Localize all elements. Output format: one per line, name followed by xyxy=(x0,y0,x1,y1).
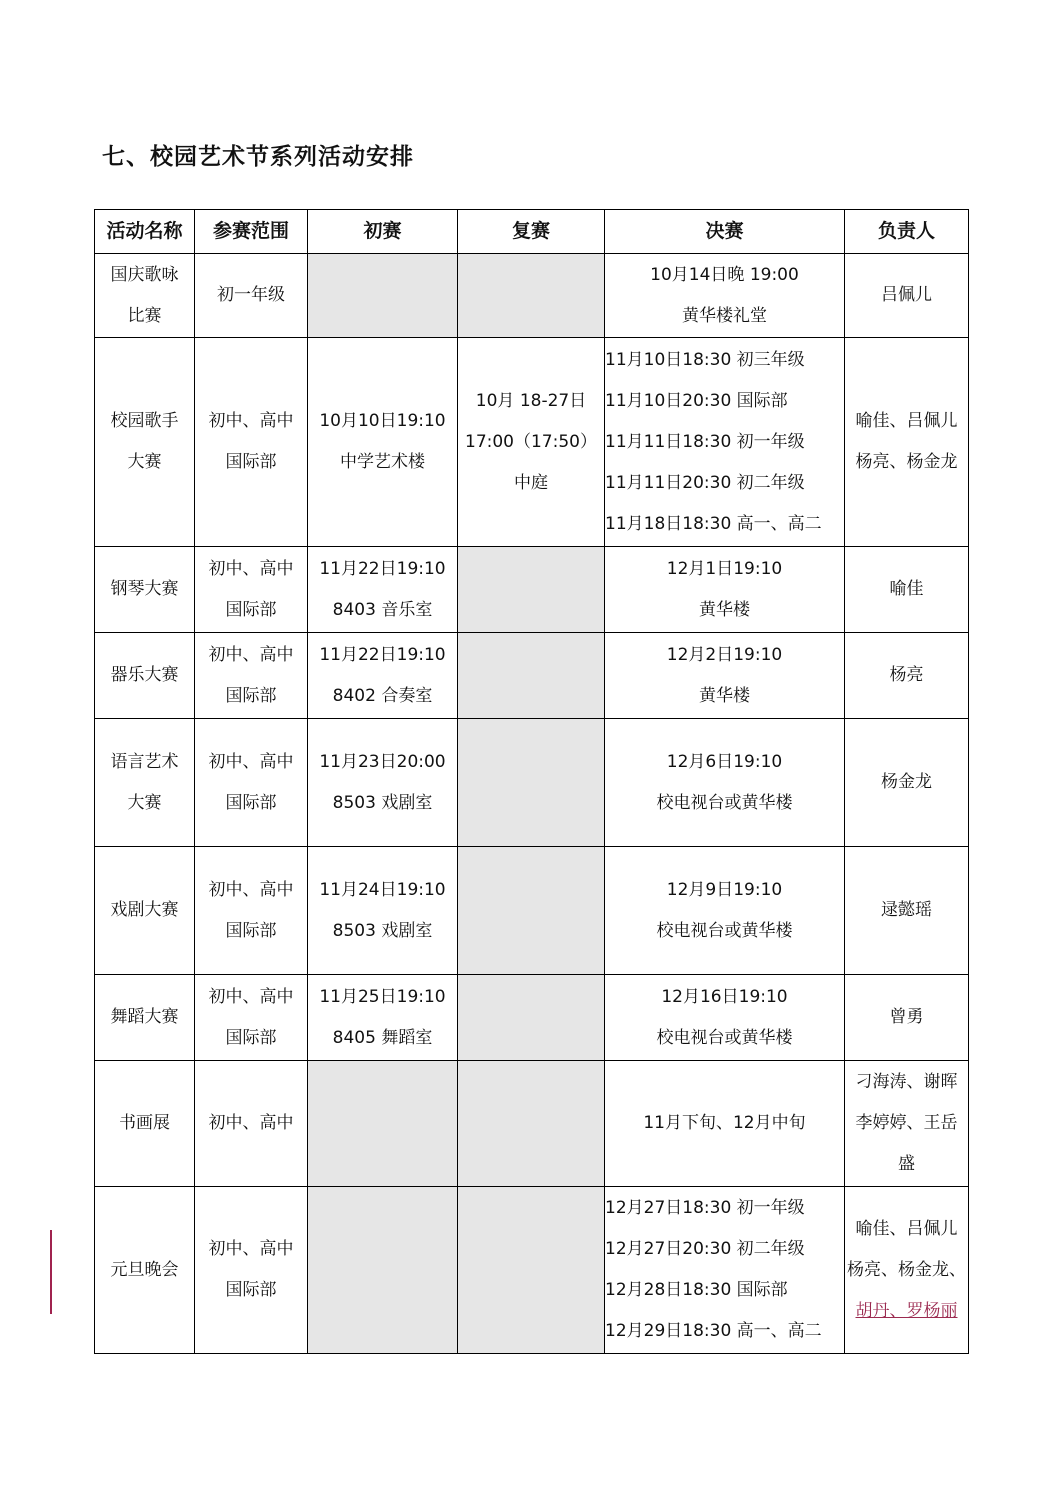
owner-cell xyxy=(845,633,969,719)
preliminary-cell xyxy=(308,1187,458,1354)
cell-text-line: 国际部 xyxy=(225,792,277,813)
cell-text-line: 12月1日19:10 xyxy=(666,558,783,579)
activity-name-cell xyxy=(95,633,195,719)
cell-text-line: 11月18日18:30 高一、高二 xyxy=(605,513,822,534)
cell-text-line: 舞蹈大赛 xyxy=(110,1007,179,1027)
table-row xyxy=(95,254,969,338)
cell-text-line: 书画展 xyxy=(119,1113,170,1133)
activity-name-cell xyxy=(95,338,195,547)
cell-text-line: 初一年级 xyxy=(217,285,285,305)
table-row xyxy=(95,719,969,847)
cell-text-line: 杨亮 xyxy=(889,665,924,685)
cell-text-line: 初中、高中 xyxy=(208,751,294,772)
cell-text-line: 语言艺术 xyxy=(110,751,179,772)
final-cell xyxy=(605,975,845,1061)
preliminary-cell xyxy=(308,719,458,847)
table-row xyxy=(95,975,969,1061)
cell-text-line: 中学艺术楼 xyxy=(340,452,425,472)
cell-text-line: 国际部 xyxy=(225,452,277,472)
section-heading: 七、校园艺术节系列活动安排 xyxy=(102,144,414,170)
cell-text-line: 黄华楼 xyxy=(699,685,750,706)
preliminary-cell xyxy=(308,847,458,975)
cell-text-line: 国际部 xyxy=(225,599,277,620)
cell-text-line: 11月下旬、12月中旬 xyxy=(643,1113,806,1133)
final-cell xyxy=(605,338,845,547)
preliminary-cell xyxy=(308,1061,458,1187)
scope-cell xyxy=(195,719,308,847)
table-row xyxy=(95,847,969,975)
cell-text-line: 戏剧大赛 xyxy=(110,900,179,920)
cell-text-line: 初中、高中 xyxy=(208,1239,294,1259)
scope-cell xyxy=(195,1061,308,1187)
cell-text-line: 12月29日18:30 高一、高二 xyxy=(605,1321,822,1341)
cell-text-line: 胡丹、罗杨丽 xyxy=(855,1300,958,1321)
cell-text-line: 国际部 xyxy=(225,920,277,941)
cell-text-line: 初中、高中 xyxy=(208,879,294,900)
cell-text-line: 8405 舞蹈室 xyxy=(332,1027,433,1048)
cell-text-line: 李婷婷、王岳 xyxy=(855,1113,958,1133)
cell-text-line: 11月11日20:30 初二年级 xyxy=(605,472,805,493)
owner-cell xyxy=(845,254,969,338)
cell-text-line: 初中、高中 xyxy=(208,986,294,1007)
cell-text-line: 刁海涛、谢晖 xyxy=(855,1072,958,1092)
owner-cell xyxy=(845,847,969,975)
cell-text-line: 12月6日19:10 xyxy=(666,751,783,772)
cell-text-line: 12月9日19:10 xyxy=(666,879,783,900)
activity-name-cell xyxy=(95,719,195,847)
cell-text-line: 元旦晚会 xyxy=(110,1259,179,1280)
semifinal-cell xyxy=(458,847,605,975)
owner-cell xyxy=(845,547,969,633)
cell-text-line: 11月10日18:30 初三年级 xyxy=(605,349,805,370)
activity-name-cell xyxy=(95,1187,195,1354)
cell-text-line: 校电视台或黄华楼 xyxy=(656,792,793,813)
cell-text-line: 校电视台或黄华楼 xyxy=(656,920,793,941)
owner-cell xyxy=(845,1187,969,1354)
cell-text-line: 12月27日18:30 初一年级 xyxy=(605,1198,805,1218)
scope-cell xyxy=(195,847,308,975)
scope-cell xyxy=(195,338,308,547)
header-activity-name: 活动名称 xyxy=(95,210,195,254)
semifinal-cell xyxy=(458,975,605,1061)
cell-text-line: 11月24日19:10 xyxy=(319,879,446,900)
semifinal-cell xyxy=(458,254,605,338)
cell-text-line: 逯懿瑶 xyxy=(881,900,932,920)
semifinal-cell xyxy=(458,1187,605,1354)
preliminary-cell xyxy=(308,975,458,1061)
header-final: 决赛 xyxy=(605,210,845,254)
cell-text-line: 比赛 xyxy=(127,305,162,326)
cell-text-line: 大赛 xyxy=(127,452,162,472)
scope-cell xyxy=(195,633,308,719)
cell-text-line: 大赛 xyxy=(127,792,162,813)
cell-text-line: 校园歌手 xyxy=(110,411,179,431)
scope-cell xyxy=(195,1187,308,1354)
cell-text-line: 杨亮、杨金龙 xyxy=(855,452,958,472)
scope-cell xyxy=(195,254,308,338)
cell-text-line: 国庆歌咏 xyxy=(110,264,179,285)
table-row xyxy=(95,1061,969,1187)
cell-text-line: 国际部 xyxy=(225,1280,277,1300)
owner-cell xyxy=(845,338,969,547)
preliminary-cell xyxy=(308,547,458,633)
cell-text-line: 11月11日18:30 初一年级 xyxy=(605,431,805,452)
cell-text-line: 初中、高中 xyxy=(208,411,294,431)
cell-text-line: 钢琴大赛 xyxy=(110,579,179,599)
cell-text-line: 12月2日19:10 xyxy=(666,644,783,665)
cell-text-line: 喻佳、吕佩儿 xyxy=(855,411,958,431)
cell-text-line: 曾勇 xyxy=(889,1007,924,1027)
cell-text-line: 12月27日20:30 初二年级 xyxy=(605,1239,805,1259)
scope-cell xyxy=(195,547,308,633)
cell-text-line: 国际部 xyxy=(225,685,277,706)
header-semifinal: 复赛 xyxy=(458,210,605,254)
table-row xyxy=(95,338,969,547)
cell-text-line: 喻佳、吕佩儿 xyxy=(855,1218,958,1239)
semifinal-cell xyxy=(458,719,605,847)
final-cell xyxy=(605,1187,845,1354)
cell-text-line: 11月22日19:10 xyxy=(319,644,446,665)
preliminary-cell xyxy=(308,254,458,338)
cell-text-line: 国际部 xyxy=(225,1027,277,1048)
table-row xyxy=(95,633,969,719)
cell-text-line: 喻佳 xyxy=(889,579,924,599)
cell-text-line: 11月25日19:10 xyxy=(319,986,446,1007)
cell-text-line: 8503 戏剧室 xyxy=(332,792,433,813)
cell-text-line: 10月14日晚 19:00 xyxy=(650,264,799,285)
cell-text-line: 杨金龙 xyxy=(881,772,932,792)
cell-text-line: 8503 戏剧室 xyxy=(332,920,433,941)
cell-text-line: 黄华楼 xyxy=(699,599,750,620)
table-header-row xyxy=(95,210,969,254)
cell-text-line: 11月10日20:30 国际部 xyxy=(605,390,788,411)
semifinal-cell xyxy=(458,633,605,719)
cell-text-line: 初中、高中 xyxy=(208,1113,294,1133)
cell-text-line: 盛 xyxy=(898,1154,915,1174)
cell-text-line: 12月28日18:30 国际部 xyxy=(605,1280,788,1300)
cell-text-line: 12月16日19:10 xyxy=(661,986,788,1007)
cell-text-line: 杨亮、杨金龙、 xyxy=(847,1259,966,1280)
table-row xyxy=(95,1187,969,1354)
revision-change-bar xyxy=(50,1230,52,1314)
scope-cell xyxy=(195,975,308,1061)
activity-name-cell xyxy=(95,547,195,633)
owner-cell xyxy=(845,975,969,1061)
owner-cell xyxy=(845,719,969,847)
header-preliminary: 初赛 xyxy=(308,210,458,254)
cell-text-line: 初中、高中 xyxy=(208,558,294,579)
cell-text-line: 黄华楼礼堂 xyxy=(682,305,767,326)
cell-text-line: 8403 音乐室 xyxy=(332,599,433,620)
cell-text-line: 吕佩儿 xyxy=(881,285,932,305)
cell-text-line: 器乐大赛 xyxy=(110,665,179,685)
cell-text-line: 10月10日19:10 xyxy=(319,411,446,431)
semifinal-cell xyxy=(458,1061,605,1187)
semifinal-cell xyxy=(458,547,605,633)
preliminary-cell xyxy=(308,633,458,719)
final-cell xyxy=(605,847,845,975)
header-owner: 负责人 xyxy=(845,210,969,254)
cell-text-line: 10月 18-27日 xyxy=(475,390,587,411)
activity-name-cell xyxy=(95,975,195,1061)
final-cell xyxy=(605,719,845,847)
final-cell xyxy=(605,254,845,338)
activity-schedule-table xyxy=(94,209,969,1354)
table-row xyxy=(95,547,969,633)
final-cell xyxy=(605,1061,845,1187)
final-cell xyxy=(605,633,845,719)
activity-name-cell xyxy=(95,1061,195,1187)
preliminary-cell xyxy=(308,338,458,547)
cell-text-line: 初中、高中 xyxy=(208,644,294,665)
cell-text-line: 17:00（17:50） xyxy=(465,431,597,452)
cell-text-line: 校电视台或黄华楼 xyxy=(656,1027,793,1048)
final-cell xyxy=(605,547,845,633)
semifinal-cell xyxy=(458,338,605,547)
header-scope: 参赛范围 xyxy=(195,210,308,254)
cell-text-line: 11月23日20:00 xyxy=(319,751,446,772)
cell-text-line: 11月22日19:10 xyxy=(319,558,446,579)
activity-name-cell xyxy=(95,254,195,338)
owner-cell xyxy=(845,1061,969,1187)
cell-text-line: 中庭 xyxy=(514,472,548,493)
activity-name-cell xyxy=(95,847,195,975)
cell-text-line: 8402 合奏室 xyxy=(332,685,433,706)
